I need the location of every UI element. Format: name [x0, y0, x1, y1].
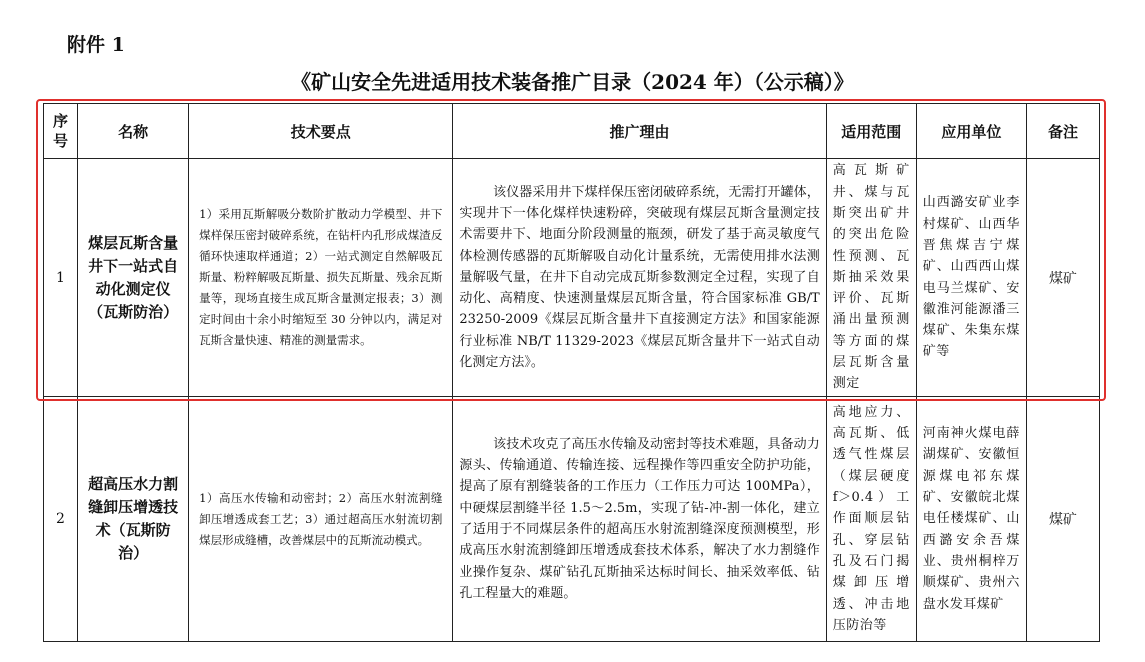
- equipment-name: 煤层瓦斯含量井下一站式自动化测定仪（瓦斯防治）: [78, 159, 189, 397]
- row-number: 1: [44, 159, 78, 397]
- promotion-reason: 该仪器采用井下煤样保压密闭破碎系统，无需打开罐体，实现井下一体化煤样快速粉碎，突破现有煤层瓦斯含量测定技术需要井下、地面分阶段测量的瓶颈，研发了基于高灵敏度气体检测传感器的瓦斯解吸自动化计量系统，无需使用排水法测量解吸气量，在井下自动完成瓦斯参数测定全过程，实现了自动化、高精度、快速测量煤层瓦斯含量，符合国家标准 GB/T 23250-2009《煤层瓦斯含量井下直接测定方法》和国家能源行业标准 NB/T 11329-2023《煤层瓦斯含量井下一站式自动化测定方法》。: [453, 159, 826, 397]
- table-row: [44, 397, 1100, 642]
- attachment-label: 附件 1: [67, 34, 125, 56]
- remark: 煤矿: [1026, 397, 1099, 642]
- remark: 煤矿: [1026, 159, 1099, 397]
- application-units: 山西潞安矿业李村煤矿、山西华晋焦煤吉宁煤矿、山西西山煤电马兰煤矿、安徽淮河能源潘三煤矿、朱集东煤矿等: [916, 159, 1026, 397]
- equipment-name: 超高压水力割缝卸压增透技术（瓦斯防治）: [78, 397, 189, 642]
- table-row: [44, 159, 1100, 397]
- document-title: 《矿山安全先进适用技术装备推广目录（2024 年）（公示稿）》: [291, 70, 854, 94]
- application-scope: 高瓦斯矿井、煤与瓦斯突出矿井的突出危险性预测、瓦斯抽采效果评价、瓦斯涌出量预测等方面的煤层瓦斯含量测定: [826, 159, 916, 397]
- column-header-unit: 应用单位: [916, 104, 1026, 159]
- technical-points: 1）采用瓦斯解吸分数阶扩散动力学模型、井下煤样保压密封破碎系统，在钻杆内孔形成煤渣反循环快速取样通道；2）一站式测定自然解吸瓦斯量、粉粹解吸瓦斯量、损失瓦斯量、残余瓦斯量等，现场直接生成瓦斯含量测定报表；3）测定时间由十余小时缩短至 30 分钟以内，满足对瓦斯含量快速、精准的测量需求。: [189, 159, 453, 397]
- column-header-name: 名称: [78, 104, 189, 159]
- column-header-tech: 技术要点: [189, 104, 453, 159]
- column-header-scope: 适用范围: [826, 104, 916, 159]
- column-header-note: 备注: [1026, 104, 1099, 159]
- column-header-reason: 推广理由: [453, 104, 826, 159]
- application-units: 河南神火煤电薛湖煤矿、安徽恒源煤电祁东煤矿、安徽皖北煤电任楼煤矿、山西潞安余吾煤业、贵州桐梓万顺煤矿、贵州六盘水发耳煤矿: [916, 397, 1026, 642]
- promotion-reason: 该技术攻克了高压水传输及动密封等技术难题，具备动力源头、传输通道、传输连接、远程操作等四重安全防护功能，提高了原有割缝装备的工作压力（工作压力可达 100MPa），中硬煤层割缝半径 1.5～2.5m，实现了钻-冲-割一体化，建立了适用于不同煤层条件的超高压水射流割缝深度预测模型，形成高压水射流割缝卸压增透成套技术体系，解决了水力割缝作业操作复杂、煤矿钻孔瓦斯抽采达标时间长、抽采效率低、钻孔工程量大的难题。: [453, 397, 826, 642]
- row-number: 2: [44, 397, 78, 642]
- equipment-table: [43, 103, 1100, 642]
- technical-points: 1）高压水传输和动密封；2）高压水射流割缝卸压增透成套工艺；3）通过超高压水射流切割煤层形成缝槽，改善煤层中的瓦斯流动模式。: [189, 397, 453, 642]
- column-header-no: 序号: [44, 104, 78, 159]
- application-scope: 高地应力、高瓦斯、低透气性煤层（煤层硬度 f＞0.4）工作面顺层钻孔、穿层钻孔及石门揭煤卸压增透、冲击地压防治等: [826, 397, 916, 642]
- table-header-row: [44, 104, 1100, 159]
